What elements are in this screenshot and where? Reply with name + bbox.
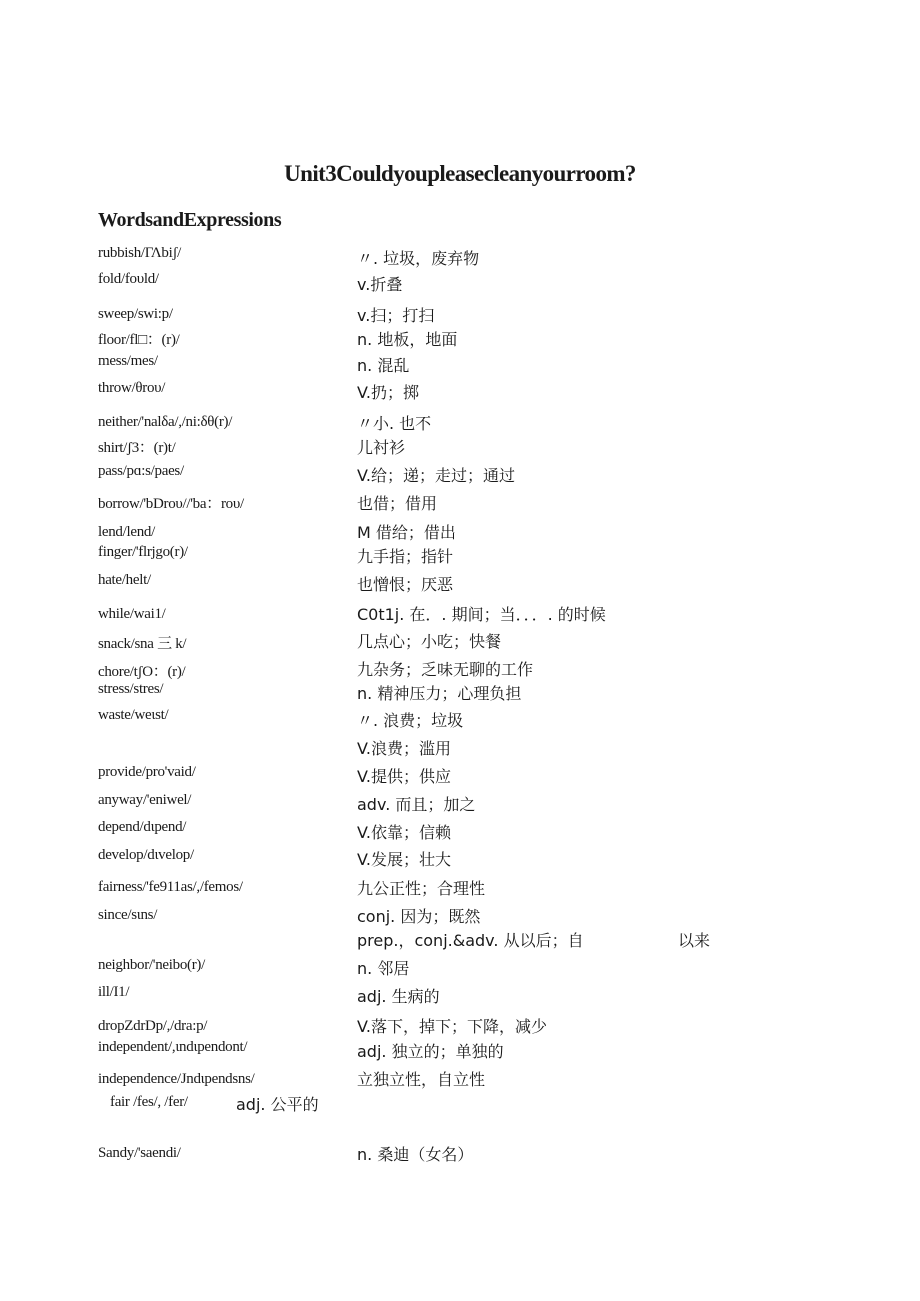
vocab-meaning: 〃小. 也不 bbox=[357, 414, 432, 433]
vocab-word: anyway/'eniwel/ bbox=[98, 792, 192, 808]
vocab-meaning: v.扫；打扫 bbox=[357, 306, 435, 325]
vocab-meaning: V.依靠；信赖 bbox=[357, 823, 451, 842]
vocab-meaning: 立独立性，自立性 bbox=[357, 1070, 486, 1089]
vocab-meaning: 九公正性；合理性 bbox=[357, 879, 486, 898]
vocab-word: fairness/'fe911as/,/femos/ bbox=[98, 879, 243, 895]
vocab-word: mess/mes/ bbox=[98, 353, 158, 369]
vocab-word: stress/stres/ bbox=[98, 681, 164, 697]
vocab-meaning: n. 精神压力；心理负担 bbox=[357, 684, 522, 703]
vocab-meaning: v.折叠 bbox=[357, 275, 403, 294]
vocab-meaning: 也借；借用 bbox=[357, 494, 438, 513]
vocab-meaning: adj. 公平的 bbox=[236, 1095, 319, 1114]
vocab-word: neither/'nalδa/,/ni:δθ(r)/ bbox=[98, 414, 233, 430]
vocab-word: since/sιns/ bbox=[98, 907, 158, 923]
page-title: Unit3Couldyoupleasecleanyourroom? bbox=[284, 161, 636, 186]
vocab-meaning: adv. 而且；加之 bbox=[357, 795, 476, 814]
vocab-word: lend/lend/ bbox=[98, 524, 155, 540]
vocab-meaning: V.浪费；滥用 bbox=[357, 739, 451, 758]
vocab-word: throw/θroυ/ bbox=[98, 380, 166, 396]
vocab-word: fold/foυld/ bbox=[98, 271, 159, 287]
vocab-meaning: 〃. 垃圾，废弃物 bbox=[357, 249, 480, 268]
vocab-word: dropZdrDp/,/dra:p/ bbox=[98, 1018, 208, 1034]
vocab-word: depend/dιpend/ bbox=[98, 819, 187, 835]
vocab-word: floor/fl□：(r)/ bbox=[98, 332, 180, 348]
vocab-meaning: V.给；递；走过；通过 bbox=[357, 466, 515, 485]
vocab-word: independent/,ιndιpendont/ bbox=[98, 1039, 248, 1055]
vocab-meaning: conj. 因为；既然 bbox=[357, 907, 481, 926]
vocab-meaning: adj. 独立的；单独的 bbox=[357, 1042, 504, 1061]
vocab-meaning: n. 桑迪（女名） bbox=[357, 1145, 474, 1164]
vocab-word: hate/helt/ bbox=[98, 572, 151, 588]
section-heading: WordsandExpressions bbox=[98, 209, 282, 231]
vocab-meaning-continuation: 以来 bbox=[678, 931, 711, 950]
vocab-word: chore/tʃO：(r)/ bbox=[98, 664, 186, 680]
vocab-meaning: 九杂务；乏味无聊的工作 bbox=[357, 660, 534, 679]
vocab-meaning: 儿衬衫 bbox=[357, 438, 406, 457]
vocab-word: snack/sna 三 k/ bbox=[98, 636, 187, 652]
vocab-meaning: 九手指；指针 bbox=[357, 547, 454, 566]
vocab-meaning: prep.，conj.&adv. 从以后；自 bbox=[357, 931, 584, 950]
vocab-meaning: M 借给；借出 bbox=[357, 523, 456, 542]
vocab-word: develop/dιvelop/ bbox=[98, 847, 194, 863]
vocab-word: rubbish/ΓΛbiʃ/ bbox=[98, 245, 182, 261]
vocab-meaning: V.落下，掉下；下降，减少 bbox=[357, 1017, 547, 1036]
vocab-meaning: n. 混乱 bbox=[357, 356, 410, 375]
vocab-meaning: 〃. 浪费；垃圾 bbox=[357, 711, 464, 730]
vocab-word: borrow/'bDroυ//'ba：roυ/ bbox=[98, 496, 244, 512]
vocab-meaning: C0t1j. 在．. 期间；当．．．. 的时候 bbox=[357, 605, 606, 624]
vocab-meaning: V.扔；掷 bbox=[357, 383, 419, 402]
vocab-meaning: adj. 生病的 bbox=[357, 987, 440, 1006]
vocab-meaning: n. 地板，地面 bbox=[357, 330, 458, 349]
vocab-word: Sandy/'saendi/ bbox=[98, 1145, 181, 1161]
vocab-word: ill/I1/ bbox=[98, 984, 130, 1000]
vocab-word: sweep/swi:p/ bbox=[98, 306, 173, 322]
vocab-word: shirt/ʃ3：(r)t/ bbox=[98, 440, 176, 456]
vocab-meaning: n. 邻居 bbox=[357, 959, 410, 978]
vocab-word: finger/'flrjgo(r)/ bbox=[98, 544, 188, 560]
vocab-word: provide/pro'vaid/ bbox=[98, 764, 196, 780]
vocab-word: waste/weιst/ bbox=[98, 707, 169, 723]
vocab-word: pass/pɑ:s/paes/ bbox=[98, 463, 184, 479]
vocab-word: fair /fes/, /fer/ bbox=[110, 1094, 188, 1110]
vocab-word: while/wai1/ bbox=[98, 606, 166, 622]
vocab-meaning: 几点心；小吃；快餐 bbox=[357, 632, 502, 651]
vocab-meaning: 也憎恨；厌恶 bbox=[357, 575, 454, 594]
vocab-meaning: V.发展；壮大 bbox=[357, 850, 451, 869]
vocab-meaning: V.提供；供应 bbox=[357, 767, 451, 786]
vocab-word: neighbor/'neibo(r)/ bbox=[98, 957, 205, 973]
vocab-word: independence/Jndιpendsns/ bbox=[98, 1071, 255, 1087]
